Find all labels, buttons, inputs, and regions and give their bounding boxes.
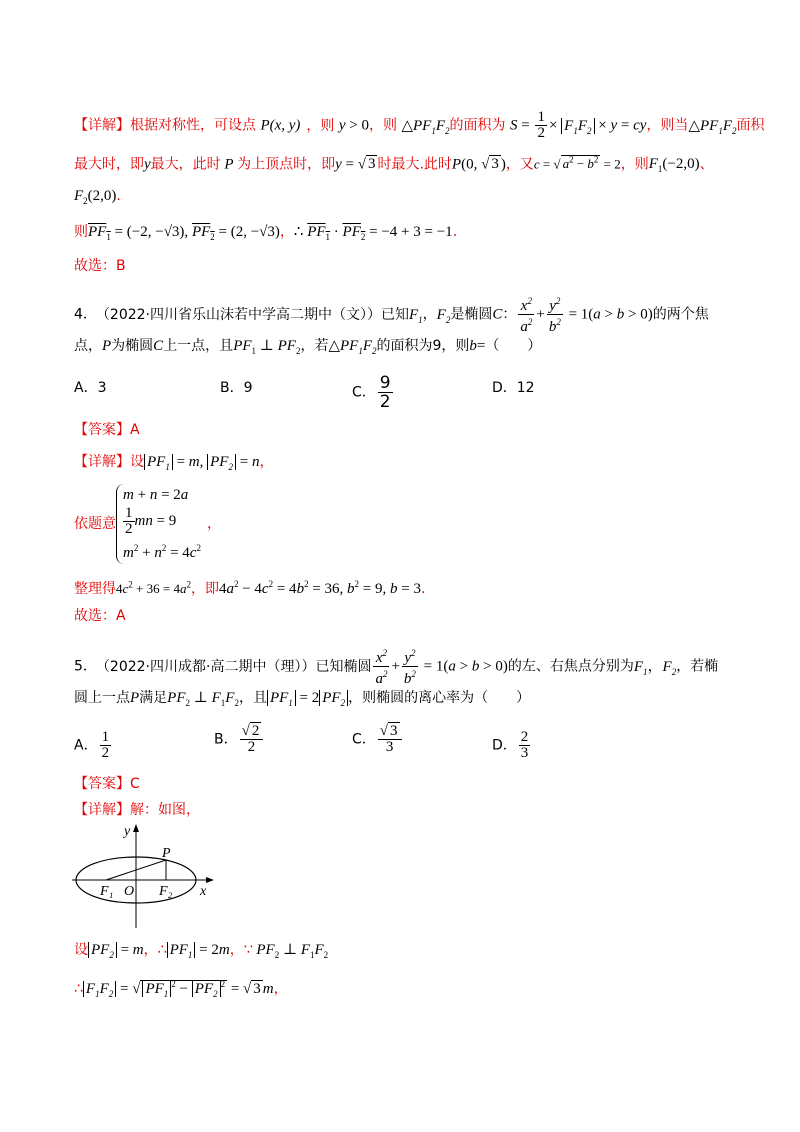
q4-detail-line3: 整理得$4c^2 + 36 = 4a^2$，即$4a^2 - 4c^2 = 4b^2 = 36$, $b^2 = 9$, b = 3. (74, 579, 426, 597)
ellipse-figure (70, 822, 220, 932)
x-axis-arrow (206, 877, 214, 883)
q4-system: 依题意m + n = 2a $\frac{1}{2}$ mn = 9 $m^2 + n^2 = 4c^2$， (74, 484, 221, 554)
q4-choose: 故选：A (74, 608, 126, 624)
q5-stem-line2: 圆上一点P满足$PF_2$ ⊥ $F_1F_2$，且 $PF_1 = 2$ $PF_2$ ，则椭圆的离心率为（ ） (74, 690, 531, 708)
q4-detail-line1: 【详解】设 $PF_1 = m$, $PF_2 = n$， (74, 454, 274, 472)
label-f1: F₁ (100, 884, 114, 899)
p3-detail-line3: $F_2(2,0)$. (74, 188, 121, 206)
p3-answer: 故选：B (74, 258, 126, 274)
q4-stem-line2: 点，P为椭圆C上一点，且$PF_1$ ⊥ $PF_2$，若$\triangle PF_1F_2$的面积为9，则b=（ ） (74, 338, 542, 356)
q5-answer: 【答案】C (74, 776, 140, 792)
q4-option-d: D．12 (492, 380, 535, 396)
label-f2: F₂ (159, 884, 173, 899)
q4-option-b: B．9 (220, 380, 253, 396)
q4-option-a: A．3 (74, 380, 107, 396)
q5-option-a: A． $\frac{1}{2}$ (74, 729, 110, 761)
p3-detail-line1: 【详解】根据对称性，可设点 P(x, y) ，则 y > 0，则 $\triangle PF_1F_2$的面积为 S = $\frac{1}{2}$ × $F_1F_2 \times y$ = cy，则当$\triangle PF_1F_2$面积 (74, 109, 765, 141)
q4-stem-line1: 4． （2022·四川省乐山沫若中学高二期中（文））已知$F_1$，$F_2$是椭圆C： $\frac{x^2}{a^2}$ + $\frac{y^2}{b^2}$ = 1(a > b > 0)的两个焦 (74, 296, 709, 335)
y-axis-arrow (133, 824, 139, 832)
q5-detail-line1: 【详解】解：如图， (74, 802, 200, 818)
q4-answer: 【答案】A (74, 422, 140, 438)
label-x: x (200, 884, 207, 899)
q5-detail-line3: ∴ $F_1F_2$ = √ $PF_1^2 - PF_2^2$ = √ 3 m， (74, 979, 288, 999)
q5-detail-line2: 设 $PF_2 = m$，∴ $PF_1 = 2m$，∵ $PF_2$ ⊥ $F_1F_2$ (74, 942, 329, 960)
q4-option-c: C． $\frac{9}{2}$ (352, 373, 391, 412)
q5-stem-line1: 5． （2022·四川成都·高二期中（理））已知椭圆 $\frac{x^2}{a^2}$ + $\frac{y^2}{b^2}$ = 1(a > b > 0)的左、右焦点分别为$F_1$，$F_2$，若椭 (74, 648, 719, 687)
q5-option-c: C． $\frac{√ 3}{3}$ (352, 724, 404, 755)
label-p: P (162, 846, 171, 861)
label-o: O (124, 884, 135, 899)
label-y: y (124, 824, 131, 839)
p3-detail-line2: 最大时，即y最大，此时 P 为上顶点时，即y = √ 3 时最大.此时P(0, √ 3 )，又c = √ $a^2 - b^2 = 2$，则$F_1(-2,0)$、 (74, 155, 714, 175)
q5-option-b: B． $\frac{√ 2}{2}$ (214, 724, 265, 755)
q5-option-d: D． $\frac{2}{3}$ (492, 729, 529, 761)
p3-detail-line4: 则$PF_1 = (-2$, −√3), $PF_2 = (2$, −√3)，∴ $PF_1 \cdot PF_2 = -4 + 3 = -1$. (74, 224, 458, 242)
